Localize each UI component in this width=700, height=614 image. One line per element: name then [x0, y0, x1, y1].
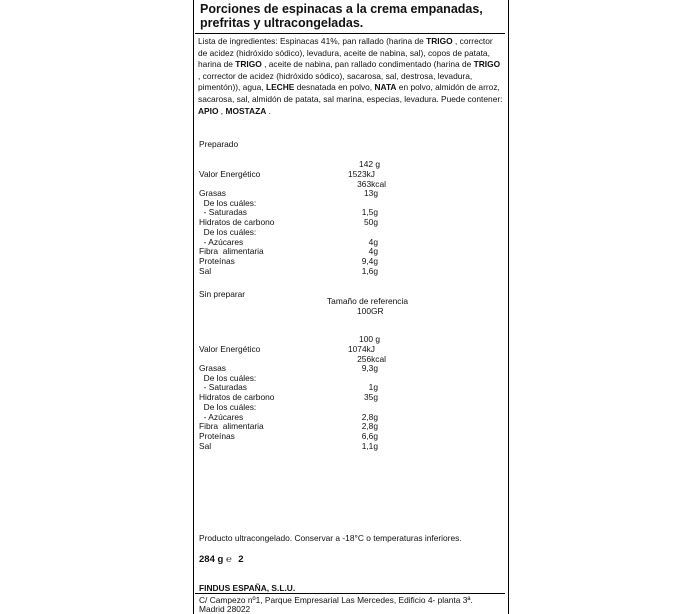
estimated-sign-icon: ℮ [225, 554, 232, 565]
ingredient-text: , [218, 105, 226, 116]
unprepared-energy-kcal: 256kcal [357, 354, 386, 364]
company-divider [195, 593, 505, 594]
nutrient-label: De los cuáles: [199, 226, 257, 237]
ingredient-text: Lista de ingredientes: Espinacas 41%, pan rallado (harina de [198, 36, 427, 46]
prepared-energy-label: Valor Energético [199, 169, 261, 179]
nutrient-value: 2,8g [361, 411, 378, 422]
nutrient-label: De los cuáles: [199, 372, 257, 383]
prepared-energy-kcal: 363kcal [357, 179, 386, 189]
allergen: APIO [198, 105, 219, 116]
unprepared-portion: 100 g [359, 334, 380, 344]
nutrient-value: 35g [364, 392, 378, 403]
reference-size-value: 100GR [357, 306, 384, 316]
company-name: FINDUS ESPAÑA, S.L.U. [199, 583, 296, 593]
nutrient-label: Sal [199, 265, 212, 276]
nutrient-label: De los cuáles: [199, 401, 257, 412]
nutrient-label: Grasas [199, 188, 226, 198]
nutrient-label: - Azúcares [199, 236, 244, 247]
ingredient-text: desnatada en polvo, [294, 82, 375, 93]
nutrient-label: Grasas [199, 363, 226, 373]
nutrient-value: 13g [364, 188, 378, 198]
product-title: Porciones de espinacas a la crema empanadas, prefritas y ultracongeladas. [200, 2, 483, 30]
ingredient-text: en polvo, almidón de arroz, sacarosa, sal, almidón de patata, sal marina, especias, levadura. Puede contener: [198, 82, 503, 104]
storage-instructions: Producto ultracongelado. Conservar a -18°C o temperaturas inferiores. [199, 533, 462, 543]
unprepared-heading: Sin preparar [199, 289, 246, 299]
ingredient-text: , corrector de acidez (hidróxido sódico), sacarosa, sal, destrosa, levadura, pimentón)), agua, [198, 70, 473, 93]
nutrient-value: 1,6g [361, 265, 378, 276]
allergen: MOSTAZA [225, 105, 267, 116]
company-address-1: C/ Campezo nº1, Parque Empresarial Las Mercedes, Edificio 4- planta 3ª. [199, 595, 473, 605]
reference-size-label: Tamaño de referencia [327, 296, 409, 306]
nutrient-label: Fibra alimentaria [199, 246, 264, 257]
allergen: NATA [374, 82, 397, 93]
allergen: TRIGO [426, 36, 453, 46]
nutrient-label: - Azúcares [199, 411, 244, 422]
allergen: LECHE [265, 82, 295, 93]
allergen: TRIGO [235, 59, 262, 70]
nutrient-value: 1g [368, 382, 378, 393]
nutrient-value: 4g [368, 246, 378, 257]
unprepared-energy-label: Valor Energético [199, 344, 261, 354]
net-weight-line [199, 554, 244, 565]
ingredient-text: , corrector de acidez (hidróxido sódico), levadura, aceite de nabina, sal), copos de patata, harina de [198, 36, 493, 70]
portions-count: 2 [238, 554, 244, 565]
prepared-heading: Preparado [199, 139, 239, 149]
nutrient-value: 4g [368, 236, 378, 247]
unprepared-energy-kj: 1074kJ [347, 344, 375, 354]
title-divider [195, 33, 505, 34]
nutrient-value: 9,4g [361, 255, 378, 266]
nutrient-label: Proteínas [199, 255, 235, 266]
nutrient-value: 9,3g [361, 363, 378, 373]
nutrient-label: Sal [199, 440, 212, 451]
nutrient-value: 2,8g [361, 421, 378, 432]
nutrient-value: 1,1g [361, 440, 378, 451]
prepared-energy-kj: 1523kJ [347, 169, 375, 179]
nutrient-label: Fibra alimentaria [199, 421, 264, 432]
nutrient-label: - Saturadas [199, 207, 247, 218]
net-weight: 284 g [199, 554, 224, 565]
ingredient-text: , aceite de nabina, pan rallado condimentado (harina de [261, 59, 474, 70]
nutrient-label: De los cuáles: [199, 197, 257, 208]
nutrient-label: Hidratos de carbono [199, 217, 275, 228]
nutrient-value: 6,6g [361, 430, 378, 441]
allergen: TRIGO [473, 59, 501, 70]
nutrient-label: - Saturadas [199, 382, 247, 393]
company-address-2: Madrid 28022 [199, 604, 251, 614]
nutrient-value: 1,5g [361, 207, 378, 218]
nutrient-value: 50g [364, 217, 378, 228]
ingredient-text: . [266, 105, 271, 116]
ingredients-list [198, 36, 503, 117]
nutrient-label: Hidratos de carbono [199, 392, 275, 403]
prepared-portion: 142 g [359, 159, 380, 169]
nutrient-label: Proteínas [199, 430, 235, 441]
